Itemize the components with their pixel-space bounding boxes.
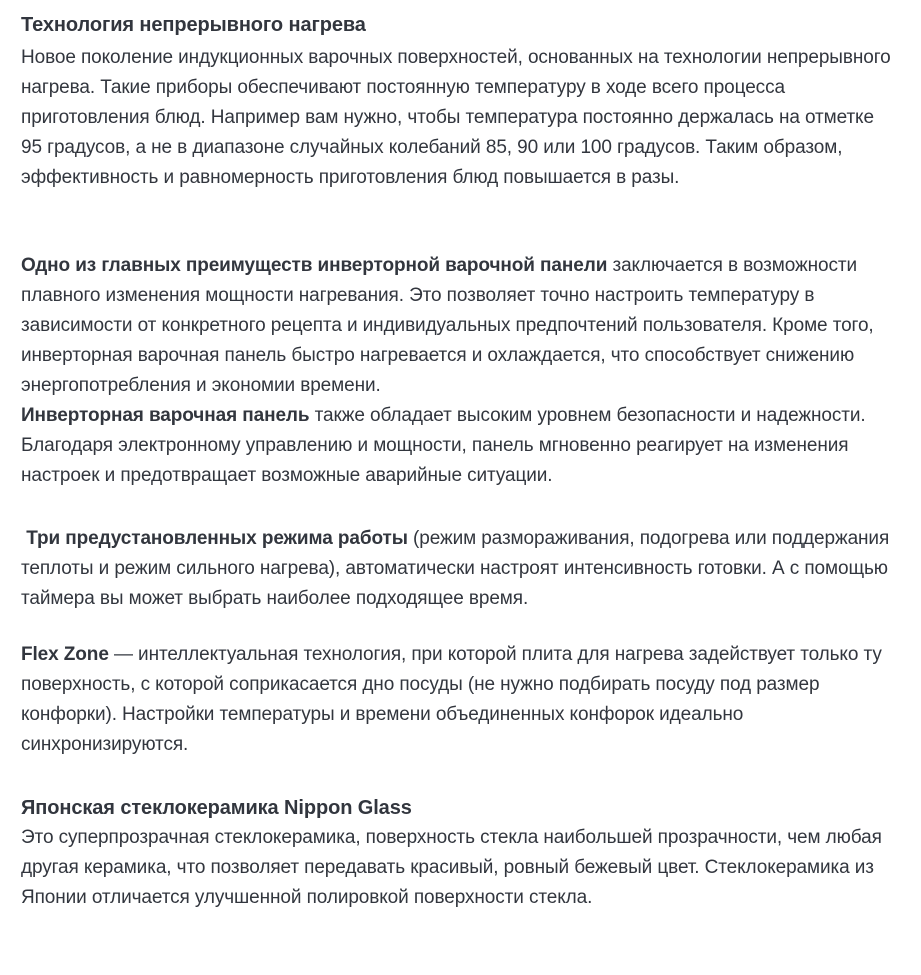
paragraph-nippon-glass: Это суперпрозрачная стеклокерамика, поверхность стекла наибольшей прозрачности, чем любая другая керамика, что позволяет передавать красивый, ровный бежевый цвет. Стеклокерамика из Японии отличается улучшенной полировкой поверхности стекла. xyxy=(21,827,887,908)
paragraph-inverter-advantage xyxy=(21,251,891,401)
paragraph-lead-inverter-safety: Инверторная варочная панель xyxy=(21,405,310,426)
paragraph-lead-inverter-advantage: Одно из главных преимуществ инверторной варочной панели xyxy=(21,255,608,276)
paragraph-text-preset-modes: (режим размораживания, подогрева или поддержания теплоты и режим сильного нагрева), автоматически настроят интенсивность готовки. А с помощью таймера вы может выбрать наиболее подходящее время. xyxy=(21,528,895,609)
paragraph-text-inverter-safety: также обладает высоким уровнем безопасности и надежности. Благодаря электронному управлению и мощности, панель мгновенно реагирует на изменения настроек и предотвращает возможные аварийные ситуации. xyxy=(21,405,871,486)
paragraph-text-inverter-advantage: заключается в возможности плавного изменения мощности нагревания. Это позволяет точно настроить температуру в зависимости от конкретного рецепта и индивидуальных предпочтений пользователя. Кроме того, инверторная варочная панель быстро нагревается и охлаждается, что способствует снижению энергопотребления и экономии времени. xyxy=(21,255,879,396)
paragraph-preset-modes xyxy=(21,524,895,614)
section-heading-continuous-heating: Технология непрерывного нагрева xyxy=(21,14,366,36)
paragraph-continuous-heating: Новое поколение индукционных варочных поверхностей, основанных на технологии непрерывного нагрева. Такие приборы обеспечивают постоянную температуру в ходе всего процесса приготовления блюд. Например вам нужно, чтобы температура постоянно держалась на отметке 95 градусов, а не в диапазоне случайных колебаний 85, 90 или 100 градусов. Таким образом, эффективность и равномерность приготовления блюд повышается в разы. xyxy=(21,47,896,188)
paragraph-lead-preset-modes: Три предустановленных режима работы xyxy=(21,528,408,549)
paragraph-lead-flex-zone: Flex Zone xyxy=(21,644,109,665)
section-heading-nippon-glass: Японская стеклокерамика Nippon Glass xyxy=(21,797,412,819)
paragraph-text-flex-zone: — интеллектуальная технология, при которой плита для нагрева задействует только ту поверхность, с которой соприкасается дно посуды (не нужно подбирать посуду под размер конфорки). Настройки температуры и времени объединенных конфорок идеально синхронизируются. xyxy=(21,644,887,755)
paragraph-flex-zone xyxy=(21,640,891,760)
paragraph-inverter-safety xyxy=(21,401,891,491)
